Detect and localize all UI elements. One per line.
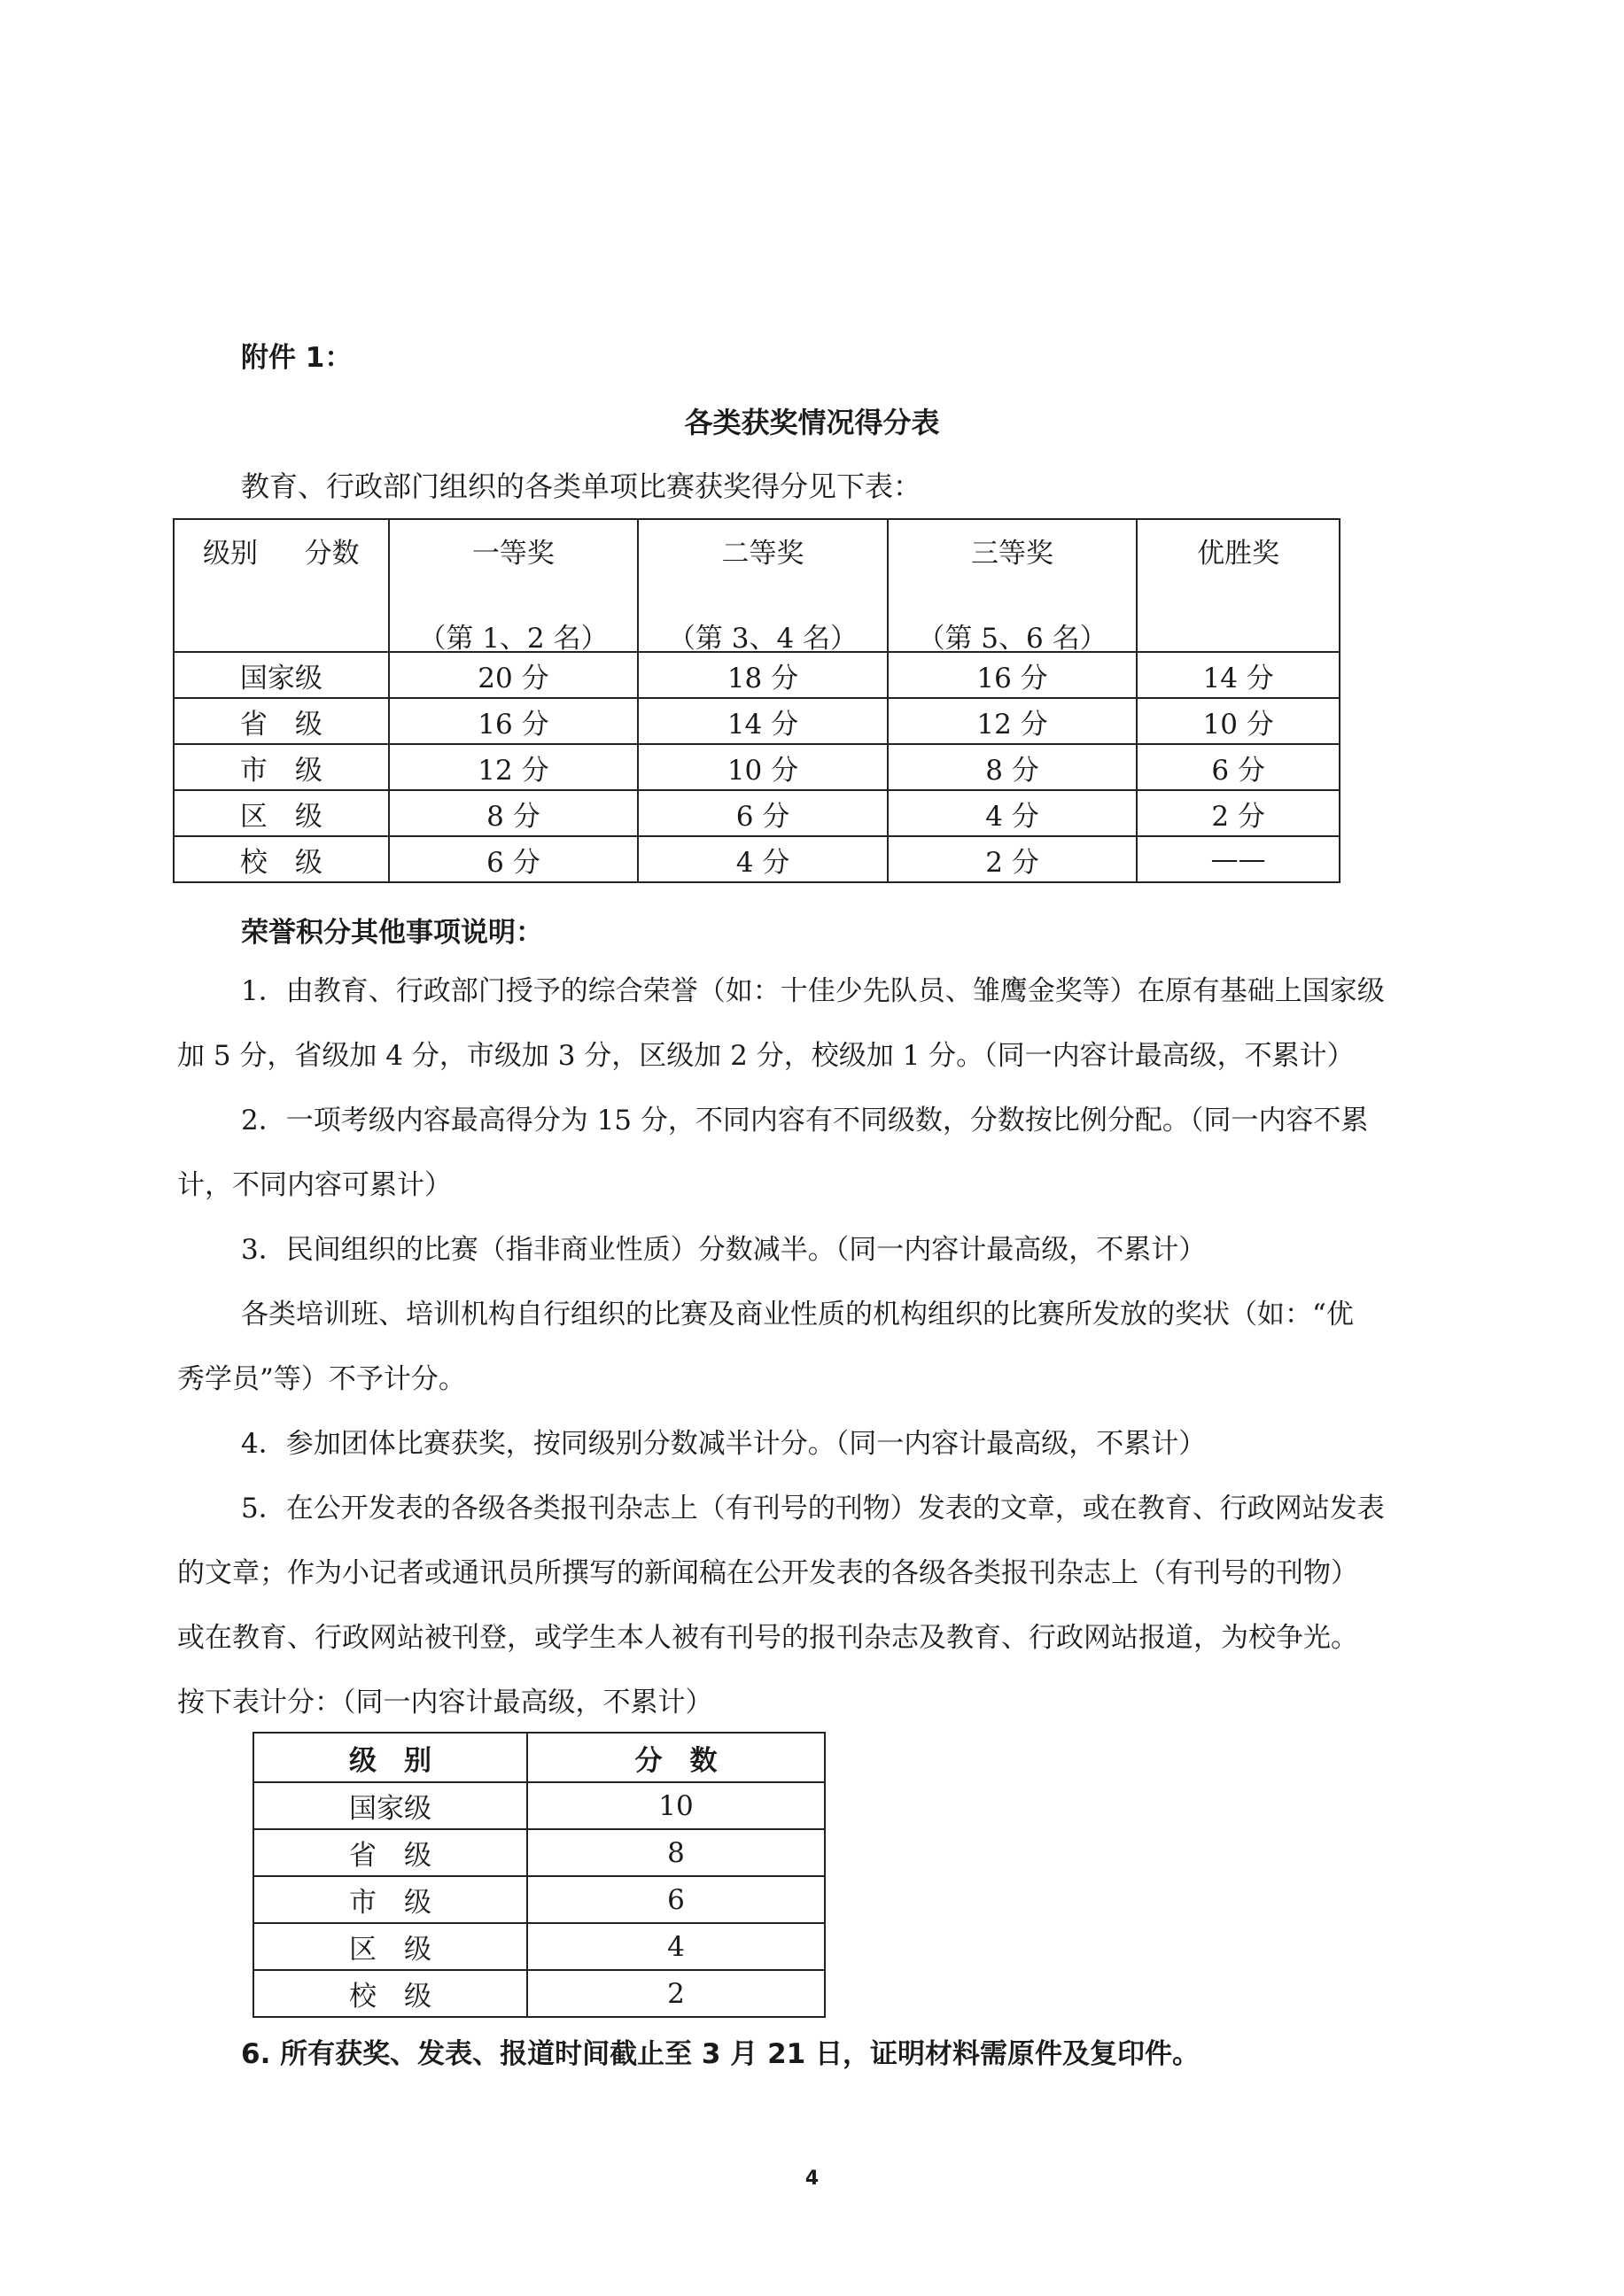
header-cell [389, 519, 639, 655]
level-cell: 省 级 [174, 698, 389, 744]
page-number: 4 [804, 2168, 820, 2190]
corner-score-label: 分数 [304, 538, 360, 570]
table-row [174, 790, 1340, 836]
level-cell: 市 级 [174, 744, 389, 790]
corner-level-label: 级别 [203, 538, 258, 570]
level-cell: 区 级 [174, 790, 389, 836]
note-line: 各类培训班、培训机构自行组织的比赛及商业性质的机构组织的比赛所发放的奖状（如：“优 [241, 1299, 1354, 1330]
header-label: 优胜奖 [1197, 538, 1280, 570]
note-line: 计，不同内容可累计） [177, 1169, 452, 1201]
publication-score-table [253, 1732, 826, 2018]
note-line: 2．一项考级内容最高得分为 15 分，不同内容有不同级数，分数按比例分配。（同一内容不累 [241, 1105, 1369, 1136]
score-cell: 2 [527, 1970, 825, 2017]
level-cell: 国家级 [174, 652, 389, 698]
award-score-table [173, 518, 1340, 883]
note-line: 5．在公开发表的各级各类报刊杂志上（有刊号的刊物）发表的文章，或在教育、行政网站发表 [241, 1493, 1385, 1524]
header-cell: 级 别 [253, 1733, 527, 1782]
page-title: 各类获奖情况得分表 [684, 406, 940, 439]
score-cell: 4 分 [638, 836, 888, 882]
table-row [253, 1923, 825, 1970]
note-line: 秀学员”等）不予计分。 [177, 1363, 466, 1395]
note-line: 加 5 分，省级加 4 分，市级加 3 分，区级加 2 分，校级加 1 分。（同一内容计最高级，不累计） [177, 1040, 1355, 1072]
table-row [174, 744, 1340, 790]
header-label: 一等奖 [471, 538, 555, 570]
score-cell: 8 分 [888, 744, 1138, 790]
level-cell: 省 级 [253, 1829, 527, 1876]
table-row [253, 1782, 825, 1829]
annex-label: 附件 1： [241, 342, 353, 374]
table-header-row [253, 1733, 825, 1782]
score-cell: 20 分 [389, 652, 639, 698]
score-cell: 14 分 [638, 698, 888, 744]
note-line: 或在教育、行政网站被刊登，或学生本人被有刊号的报刊杂志及教育、行政网站报道，为校争光。 [177, 1622, 1358, 1654]
corner-cell [174, 519, 389, 652]
score-cell: 8 [527, 1829, 825, 1876]
final-note: 6. 所有获奖、发表、报道时间截止至 3 月 21 日，证明材料需原件及复印件。 [241, 2038, 1201, 2070]
score-cell: 12 分 [389, 744, 639, 790]
intro-text: 教育、行政部门组织的各类单项比赛获奖得分见下表： [241, 469, 922, 503]
score-cell: 2 分 [1137, 790, 1340, 836]
score-cell: 16 分 [389, 698, 639, 744]
score-cell: 14 分 [1137, 652, 1340, 698]
level-cell: 国家级 [253, 1782, 527, 1829]
score-cell: 6 分 [1137, 744, 1340, 790]
score-cell: 6 分 [638, 790, 888, 836]
note-line: 4．参加团体比赛获奖，按同级别分数减半计分。（同一内容计最高级，不累计） [241, 1428, 1207, 1460]
header-cell [888, 519, 1138, 655]
level-cell: 校 级 [253, 1970, 527, 2017]
score-cell: 18 分 [638, 652, 888, 698]
score-cell: 4 分 [888, 790, 1138, 836]
score-cell: 8 分 [389, 790, 639, 836]
level-cell: 市 级 [253, 1876, 527, 1923]
score-cell: 6 [527, 1876, 825, 1923]
table-row [174, 836, 1340, 882]
note-line: 按下表计分：（同一内容计最高级，不累计） [177, 1687, 713, 1718]
table-row [253, 1876, 825, 1923]
header-cell [1137, 519, 1340, 652]
table-row [174, 698, 1340, 744]
score-cell: 2 分 [888, 836, 1138, 882]
score-cell: 4 [527, 1923, 825, 1970]
notes-heading: 荣誉积分其他事项说明： [241, 917, 543, 949]
header-sub: （第 3、4 名） [667, 623, 859, 655]
score-cell: 10 [527, 1782, 825, 1829]
note-line: 3．民间组织的比赛（指非商业性质）分数减半。（同一内容计最高级，不累计） [241, 1234, 1207, 1266]
header-cell: 分 数 [527, 1733, 825, 1782]
score-cell: 6 分 [389, 836, 639, 882]
level-cell: 校 级 [174, 836, 389, 882]
score-cell: 10 分 [638, 744, 888, 790]
table-row [253, 1829, 825, 1876]
table-row [174, 652, 1340, 698]
header-cell [638, 519, 888, 655]
header-label: 三等奖 [971, 538, 1054, 570]
header-label: 二等奖 [721, 538, 804, 570]
score-cell: 10 分 [1137, 698, 1340, 744]
table-header-row [174, 519, 1340, 652]
note-line: 的文章；作为小记者或通讯员所撰写的新闻稿在公开发表的各级各类报刊杂志上（有刊号的刊物） [177, 1557, 1358, 1589]
table-row [253, 1970, 825, 2017]
score-cell: —— [1137, 836, 1340, 882]
note-line: 1．由教育、行政部门授予的综合荣誉（如：十佳少先队员、雏鹰金奖等）在原有基础上国家级 [241, 975, 1385, 1007]
header-sub: （第 1、2 名） [418, 623, 609, 655]
level-cell: 区 级 [253, 1923, 527, 1970]
score-cell: 16 分 [888, 652, 1138, 698]
header-sub: （第 5、6 名） [917, 623, 1107, 655]
score-cell: 12 分 [888, 698, 1138, 744]
